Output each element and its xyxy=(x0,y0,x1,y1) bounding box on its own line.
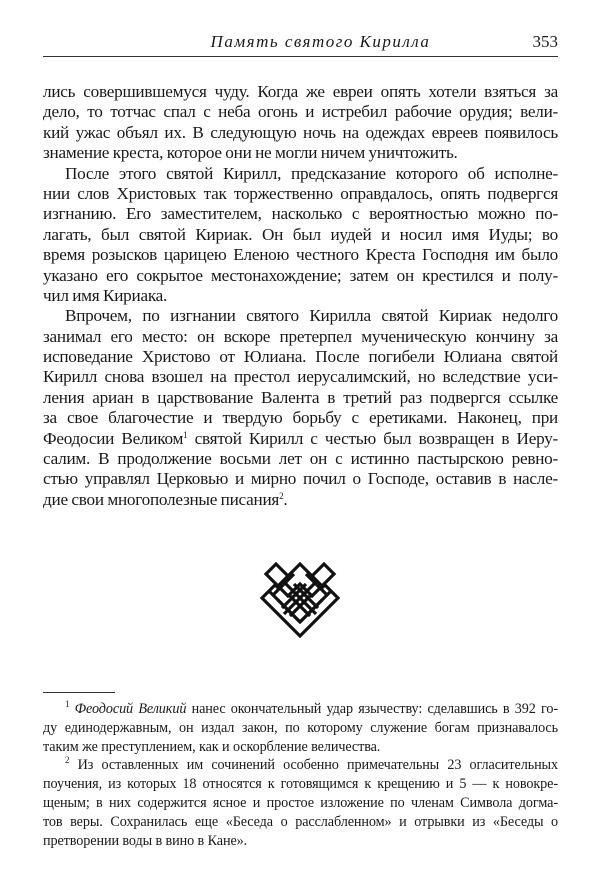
text-line: время розысков царицею Еленою честного Креста Господня им было xyxy=(43,245,558,265)
text-line: чил имя Кириака. xyxy=(43,285,168,305)
footnote-mark-2: 2 xyxy=(65,755,70,766)
footnotes xyxy=(43,700,558,850)
footnote-ref-2[interactable]: 2 xyxy=(279,490,284,501)
text-line: дело, то тотчас спал с неба огонь и истребил рабочие орудия; вели- xyxy=(43,102,558,122)
footnote-line: таким же преступлением, как и оскорбление величества. xyxy=(43,738,381,755)
knot-ornament-icon xyxy=(254,558,346,640)
text-line: Впрочем, по изгнании святого Кирилла святой Кириак недолго xyxy=(65,306,558,326)
footnote-line: ду единодержавным, он издал закон, по которому служение богам признавалось xyxy=(43,719,558,736)
text-line: исповедание Христово от Юлиана. После погибели Юлиана святой xyxy=(43,347,558,367)
footnote-term: Феодосий Великий xyxy=(74,701,187,717)
text-fragment: святой Кирилл с честью был возвращен в Иеру- xyxy=(194,428,559,448)
text-line: салим. В продолжение восьми лет он с истинно пастырскою ревно- xyxy=(43,449,558,469)
text-fragment: . xyxy=(283,489,288,509)
text-line: Кирилл снова взошел на престол иерусалимский, но вследствие уси- xyxy=(43,367,558,387)
text-line: ления ариан в царствование Валента в третий раз подвергся ссылке xyxy=(43,387,558,407)
text-line: занимал его место: он вскоре претерпел мученическую кончину за xyxy=(43,326,558,346)
main-text xyxy=(43,82,558,510)
text-line: нии слов Христовых так торжественно оправдалось, опять подвергся xyxy=(43,183,558,203)
footnote-line: поучения, из которых 18 относятся к готовящимся к крещению и 5 — к новокре- xyxy=(43,776,558,793)
running-title: Память святого Кирилла xyxy=(210,32,431,51)
footnote-line xyxy=(43,756,558,775)
text-line: изгнанию. Его заместителем, насколько с вероятностью можно по- xyxy=(43,204,558,224)
text-fragment: дие свои многополезные писания xyxy=(43,489,280,509)
text-line: кий ужас объял их. В следующую ночь на одеждах евреев появилось xyxy=(43,122,558,142)
text-line xyxy=(43,429,558,449)
running-header xyxy=(43,32,558,57)
text-fragment: Из оставленных им сочинений особенно примечательны 23 огласительных xyxy=(77,757,558,774)
footnote-line: претворении воды в вино в Кане». xyxy=(43,832,248,849)
text-line: знамение креста, которое они не могли ничем уничтожить. xyxy=(43,143,458,163)
text-fragment: Феодосии Великом xyxy=(43,428,184,448)
text-line xyxy=(43,490,558,510)
text-line: После этого святой Кирилл, предсказание которого об исполне- xyxy=(65,163,558,183)
text-line: указано его сокрытое местонахождение; затем он крестился и полу- xyxy=(43,265,558,285)
text-line: лагать, был святой Кириак. Он был иудей и носил имя Иуды; во xyxy=(43,224,558,244)
text-fragment: нанес окончательный удар язычеству: сделавшись в 392 го- xyxy=(191,701,558,717)
footnote-divider xyxy=(43,692,115,693)
footnote-line xyxy=(43,700,558,719)
footnote-line: тов веры. Сохранилась еще «Беседа о расслабленном» и отрывки из «Беседы о xyxy=(43,813,558,830)
footnote-line: щеным; в них содержится ясное и простое изложение по членам Символа догма- xyxy=(43,794,558,811)
text-line: за свое благочестие и твердую борьбу с еретиками. Наконец, при xyxy=(43,408,558,428)
page-number: 353 xyxy=(532,32,558,51)
footnote-ref-1[interactable]: 1 xyxy=(183,429,188,440)
footnote-mark-1: 1 xyxy=(65,699,70,709)
text-line: лись совершившемуся чуду. Когда же евреи опять хотели взяться за xyxy=(43,82,558,101)
text-line: стью управлял Церковью и мирно почил о Господе, оставив в насле- xyxy=(43,469,558,489)
